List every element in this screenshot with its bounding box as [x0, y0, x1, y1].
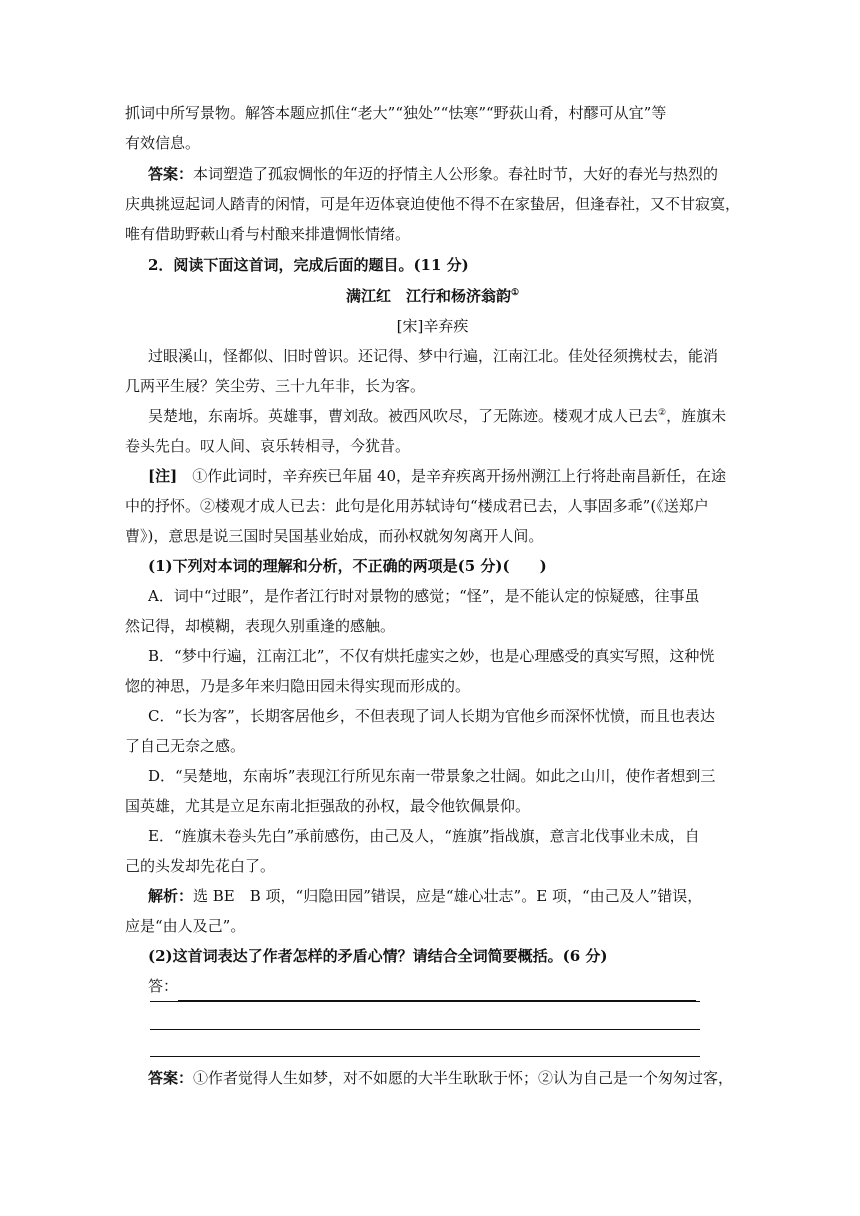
- question-2-2: (2)这首词表达了作者怎样的矛盾心情？请结合全词简要概括。(6 分): [148, 947, 608, 965]
- option-e: E．“旌旗未卷头先白”承前感伤，由己及人，“旌旗”指战旗，意言北伐事业未成，自: [148, 827, 700, 845]
- answer-blank-line[interactable]: [150, 1029, 700, 1030]
- note-line: [148, 461, 740, 491]
- answer-text: 本词塑造了孤寂惆怅的年迈的抒情主人公形象。春社时节，大好的春光与热烈的: [193, 165, 719, 183]
- option-b-cont: 惚的神思，乃是多年来归隐田园未得实现而形成的。: [125, 677, 471, 695]
- poem-text: ，旌旗未: [666, 407, 727, 425]
- option-c: C．“长为客”，长期客居他乡，不但表现了词人长期为官他乡而深怀忧愤，而且也表达: [148, 707, 715, 725]
- poem-line: 过眼溪山，怪都似、旧时曾识。还记得、梦中行遍，江南江北。佳处径须携杖去，能消: [148, 347, 719, 365]
- analysis-cont: 应是“由人及己”。: [125, 917, 246, 935]
- answer-1-line: [148, 159, 740, 189]
- answer-blank-line[interactable]: [178, 982, 696, 1001]
- poem-line: [148, 401, 740, 431]
- text-line: 抓词中所写景物。解答本题应抓住“老大”“独处”“怯寒”“野荻山肴，村醪可从宜”等: [125, 104, 667, 122]
- option-b: B．“梦中行遍，江南江北”，不仅有烘托虚实之妙，也是心理感受的真实写照，这种恍: [148, 647, 715, 665]
- analysis-text: 选 BE B 项，“归隐田园”错误，应是“雄心壮志”。E 项，“由己及人”错误，: [193, 887, 703, 905]
- option-e-cont: 己的头发却先花白了。: [125, 857, 276, 875]
- answer-blank-line[interactable]: [150, 1001, 700, 1002]
- note-line: 曹》)，意思是说三国时吴国基业始成，而孙权就匆匆离开人间。: [125, 527, 544, 545]
- option-a: A．词中“过眼”，是作者江行时对景物的感觉；“怪”，是不能认定的惊疑感，往事虽: [148, 587, 700, 605]
- note-line: 中的抒怀。②楼观才成人已去：此句是化用苏轼诗句“楼成君已去，人事固多乖”(《送郑户: [125, 497, 709, 515]
- option-a-cont: 然记得，却模糊，表现久别重逢的感触。: [125, 617, 396, 635]
- note-label: [注]: [148, 467, 178, 485]
- answer-label: 答案：: [148, 165, 194, 183]
- poem-line: 卷头先白。叹人间、哀乐转相寻，今犹昔。: [125, 437, 411, 455]
- text-line: 庆典挑逗起词人踏青的闲情，可是年迈体衰迫使他不得不在家蛰居，但逢春社，又不甘寂寞，: [125, 195, 740, 213]
- text-line: 有效信息。: [125, 134, 201, 152]
- poem-author: [宋]辛弃疾: [396, 317, 469, 335]
- answer-prompt-line: [148, 971, 740, 1001]
- analysis-label: 解析：: [148, 887, 194, 905]
- note-text: ①作此词时，辛弃疾已年届 40，是辛弃疾离开扬州溯江上行将赴南昌新任，在途: [177, 467, 727, 485]
- footnote-mark: ①: [510, 288, 520, 298]
- question-2-1: (1)下列对本词的理解和分析，不正确的两项是(5 分)( ): [148, 557, 547, 575]
- question-2: 2．阅读下面这首词，完成后面的题目。(11 分): [148, 256, 469, 274]
- footnote-mark: ②: [658, 408, 667, 418]
- option-d: D．“吴楚地，东南坼”表现江行所见东南一带景象之壮阔。如此之山川，使作者想到三: [148, 767, 716, 785]
- poem-text: 吴楚地，东南坼。英雄事，曹刘敌。被西风吹尽，了无陈迹。楼观才成人已去: [148, 407, 659, 425]
- poem-line: 几两平生屐？笑尘劳、三十九年非，长为客。: [125, 377, 426, 395]
- option-d-cont: 国英雄，尤其是立足东南北拒强敌的孙权，最令他钦佩景仰。: [125, 797, 531, 815]
- answer-label: 答案：: [148, 1069, 194, 1087]
- answer-blank-line[interactable]: [150, 1056, 700, 1057]
- poem-title: [125, 281, 740, 311]
- analysis-line: [148, 881, 740, 911]
- answer-text: ①作者觉得人生如梦，对不如愿的大半生耿耿于怀；②认为自己是一个匆匆过客，: [193, 1069, 734, 1087]
- text-line: 唯有借助野蔌山肴与村酿来排遣惆怅情绪。: [125, 225, 411, 243]
- answer-prompt: 答：: [148, 977, 179, 995]
- option-c-cont: 了自己无奈之感。: [125, 737, 246, 755]
- poem-title-text: 满江红 江行和杨济翁韵: [345, 287, 511, 305]
- answer-2-line: [148, 1063, 740, 1093]
